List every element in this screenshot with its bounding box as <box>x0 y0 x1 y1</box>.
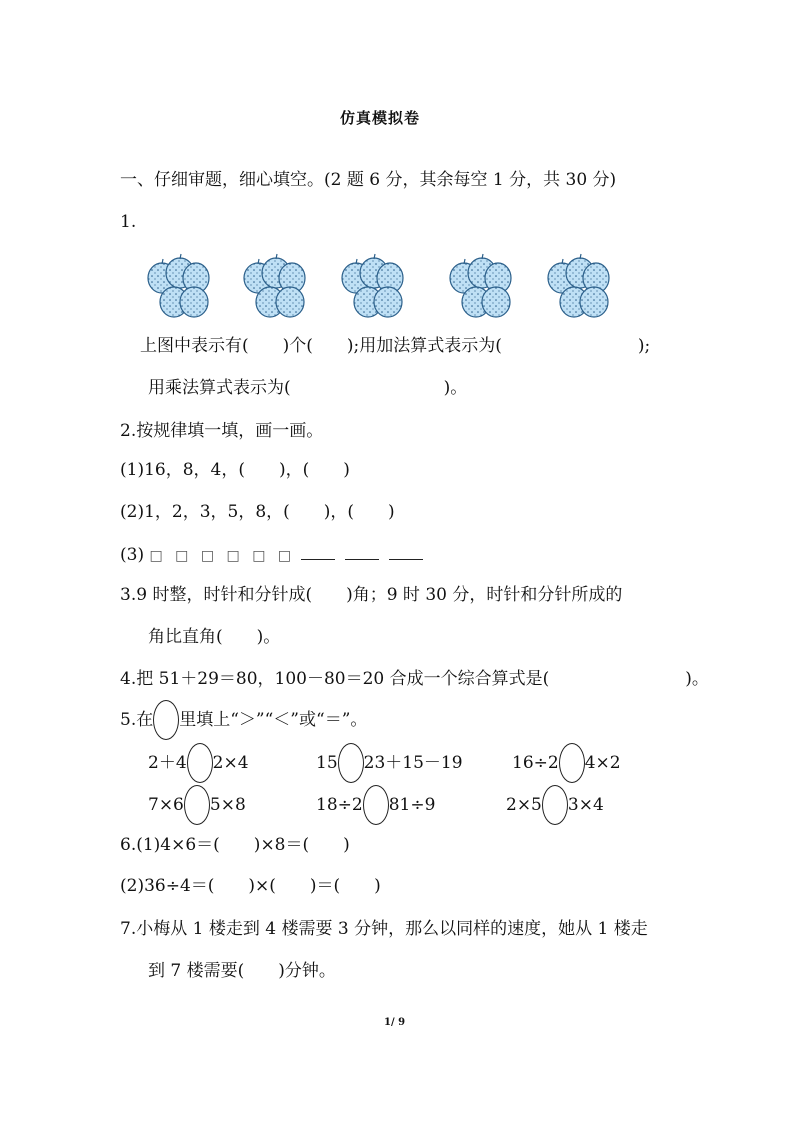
q3-line2: 角比直角( )。 <box>148 627 281 647</box>
apple-group-3 <box>342 254 403 317</box>
answer-circle[interactable] <box>363 785 389 825</box>
compare-item <box>316 793 435 817</box>
compare-right: 23＋15－19 <box>363 753 463 773</box>
q1-line1: 上图中表示有( )个( );用加法算式表示为( ); <box>140 336 651 356</box>
q2-part3-label: (3) <box>120 545 145 565</box>
q2-title: 2.按规律填一填，画一画。 <box>120 421 324 441</box>
compare-item <box>506 793 604 817</box>
q6-part2: (2)36÷4＝( )×( )＝( ) <box>120 876 381 896</box>
apple-group-2 <box>244 254 305 317</box>
q1-line2: 用乘法算式表示为( )。 <box>148 378 468 398</box>
q6-part1: 6.(1)4×6＝( )×8＝( ) <box>120 835 350 855</box>
answer-circle[interactable] <box>184 785 210 825</box>
q3-line1: 3.9 时整，时针和分针成( )角；9 时 30 分，时针和分针所成的 <box>120 585 623 605</box>
compare-right: 3×4 <box>567 795 604 815</box>
compare-right: 81÷9 <box>388 795 436 815</box>
q7-line2: 到 7 楼需要( )分钟。 <box>148 961 336 981</box>
compare-right: 2×4 <box>212 753 249 773</box>
compare-left: 15 <box>316 753 338 773</box>
q2-part2: (2)1，2，3，5，8，( )，( ) <box>120 502 395 522</box>
compare-left: 2×5 <box>506 795 542 815</box>
apple-illustration <box>140 248 640 320</box>
compare-item <box>148 793 246 817</box>
section-heading: 一、仔细审题，细心填空。(2 题 6 分，其余每空 1 分，共 30 分) <box>120 170 617 190</box>
page-title: 仿真模拟卷 <box>340 109 421 127</box>
compare-item <box>512 751 621 775</box>
compare-circle-icon <box>153 700 179 740</box>
q5-title-post: 里填上“＞”“＜”或“＝”。 <box>179 710 368 730</box>
answer-circle[interactable] <box>542 785 568 825</box>
compare-left: 7×6 <box>148 795 184 815</box>
answer-blank-2 <box>345 541 379 560</box>
answer-circle[interactable] <box>559 743 585 783</box>
q5-title <box>120 708 367 732</box>
q2-part1: (1)16，8，4，( )，( ) <box>120 460 350 480</box>
answer-circle[interactable] <box>338 743 364 783</box>
compare-item <box>148 751 249 775</box>
compare-item <box>316 751 463 775</box>
compare-left: 18÷2 <box>316 795 363 815</box>
apple-group-1 <box>148 254 209 317</box>
pattern-boxes: □ □ □ □ □ □ <box>149 548 296 564</box>
q4-line: 4.把 51＋29＝80，100－80＝20 合成一个综合算式是( )。 <box>120 669 709 689</box>
apple-group-5 <box>548 254 609 317</box>
compare-right: 5×8 <box>209 795 246 815</box>
q2-part3 <box>120 541 433 568</box>
q1-number: 1. <box>120 212 137 232</box>
q5-title-pre: 5.在 <box>120 710 154 730</box>
compare-left: 16÷2 <box>512 753 559 773</box>
apple-group-4 <box>450 254 511 317</box>
q7-line1: 7.小梅从 1 楼走到 4 楼需要 3 分钟，那么以同样的速度，她从 1 楼走 <box>120 919 648 939</box>
compare-right: 4×2 <box>584 753 621 773</box>
page-number: 1/ 9 <box>384 1017 406 1028</box>
answer-circle[interactable] <box>187 743 213 783</box>
answer-blank-3 <box>389 541 423 560</box>
answer-blank-1 <box>301 541 335 560</box>
compare-left: 2＋4 <box>148 753 187 773</box>
